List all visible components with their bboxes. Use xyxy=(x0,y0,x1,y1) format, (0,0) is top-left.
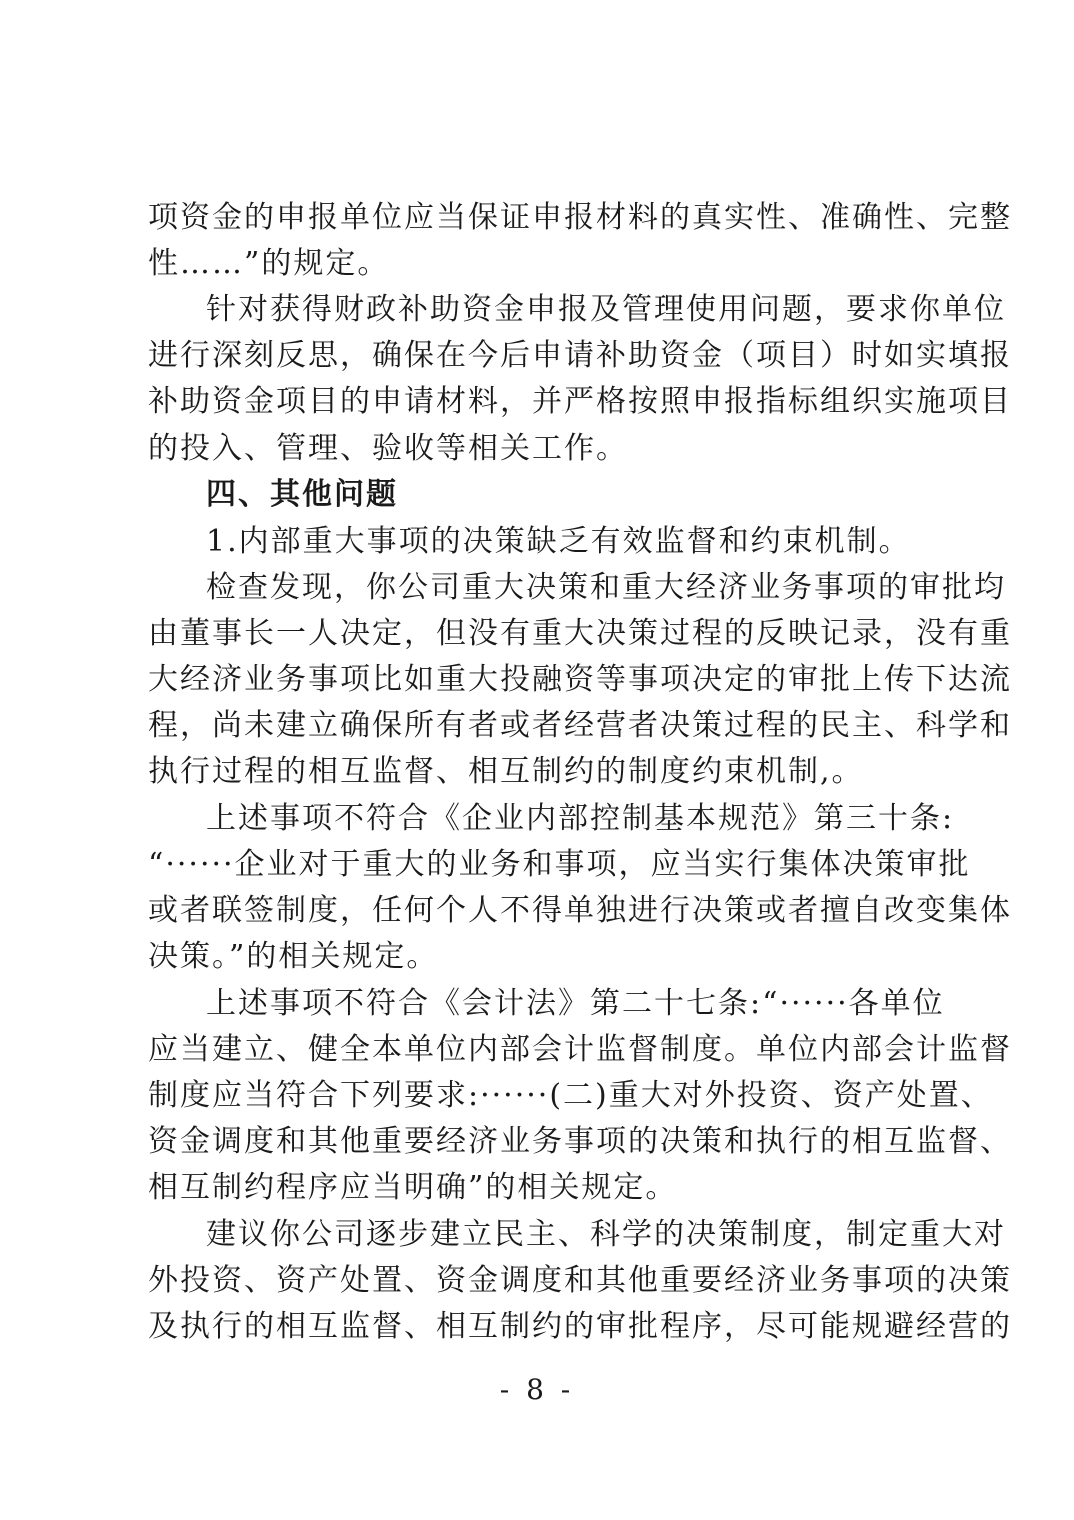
text-line: 相互制约程序应当明确”的相关规定。 xyxy=(148,1170,678,1205)
text-line: 执行过程的相互监督、相互制约的制度约束机制,。 xyxy=(148,754,864,789)
text-line: 进行深刻反思，确保在今后申请补助资金（项目）时如实填报 xyxy=(148,338,1012,373)
text-line: 由董事长一人决定，但没有重大决策过程的反映记录，没有重 xyxy=(148,616,1012,651)
paragraph-start-line: 检查发现，你公司重大决策和重大经济业务事项的审批均 xyxy=(206,570,1006,605)
text-line: 决策。”的相关规定。 xyxy=(148,939,439,974)
text-line: 大经济业务事项比如重大投融资等事项决定的审批上传下达流 xyxy=(148,662,1012,697)
paragraph-start-line: 上述事项不符合《企业内部控制基本规范》第三十条: xyxy=(206,801,955,836)
text-line: 应当建立、健全本单位内部会计监督制度。单位内部会计监督 xyxy=(148,1032,1012,1067)
text-line: 的投入、管理、验收等相关工作。 xyxy=(148,431,628,466)
paragraph-start-line: 上述事项不符合《会计法》第二十七条:“······各单位 xyxy=(206,986,945,1021)
section-heading: 四、其他问题 xyxy=(206,477,398,512)
text-line: “······企业对于重大的业务和事项，应当实行集体决策审批 xyxy=(148,847,971,882)
paragraph-start-line: 建议你公司逐步建立民主、科学的决策制度，制定重大对 xyxy=(206,1217,1006,1252)
paragraph-start-line: 针对获得财政补助资金申报及管理使用问题，要求你单位 xyxy=(206,292,1006,327)
subsection-title: 1.内部重大事项的决策缺乏有效监督和约束机制。 xyxy=(206,524,911,559)
text-line: 补助资金项目的申请材料，并严格按照申报指标组织实施项目 xyxy=(148,384,1012,419)
page-number: - 8 - xyxy=(499,1373,575,1406)
text-line: 制度应当符合下列要求:······(二)重大对外投资、资产处置、 xyxy=(148,1078,993,1113)
text-line: 项资金的申报单位应当保证申报材料的真实性、准确性、完整 xyxy=(148,200,1012,235)
text-line: 资金调度和其他重要经济业务事项的决策和执行的相互监督、 xyxy=(148,1124,1012,1159)
text-line: 性……”的规定。 xyxy=(148,246,390,281)
text-line: 外投资、资产处置、资金调度和其他重要经济业务事项的决策 xyxy=(148,1263,1012,1298)
text-line: 及执行的相互监督、相互制约的审批程序，尽可能规避经营的 xyxy=(148,1309,1012,1344)
text-line: 程，尚未建立确保所有者或者经营者决策过程的民主、科学和 xyxy=(148,708,1012,743)
text-line: 或者联签制度，任何个人不得单独进行决策或者擅自改变集体 xyxy=(148,893,1012,928)
